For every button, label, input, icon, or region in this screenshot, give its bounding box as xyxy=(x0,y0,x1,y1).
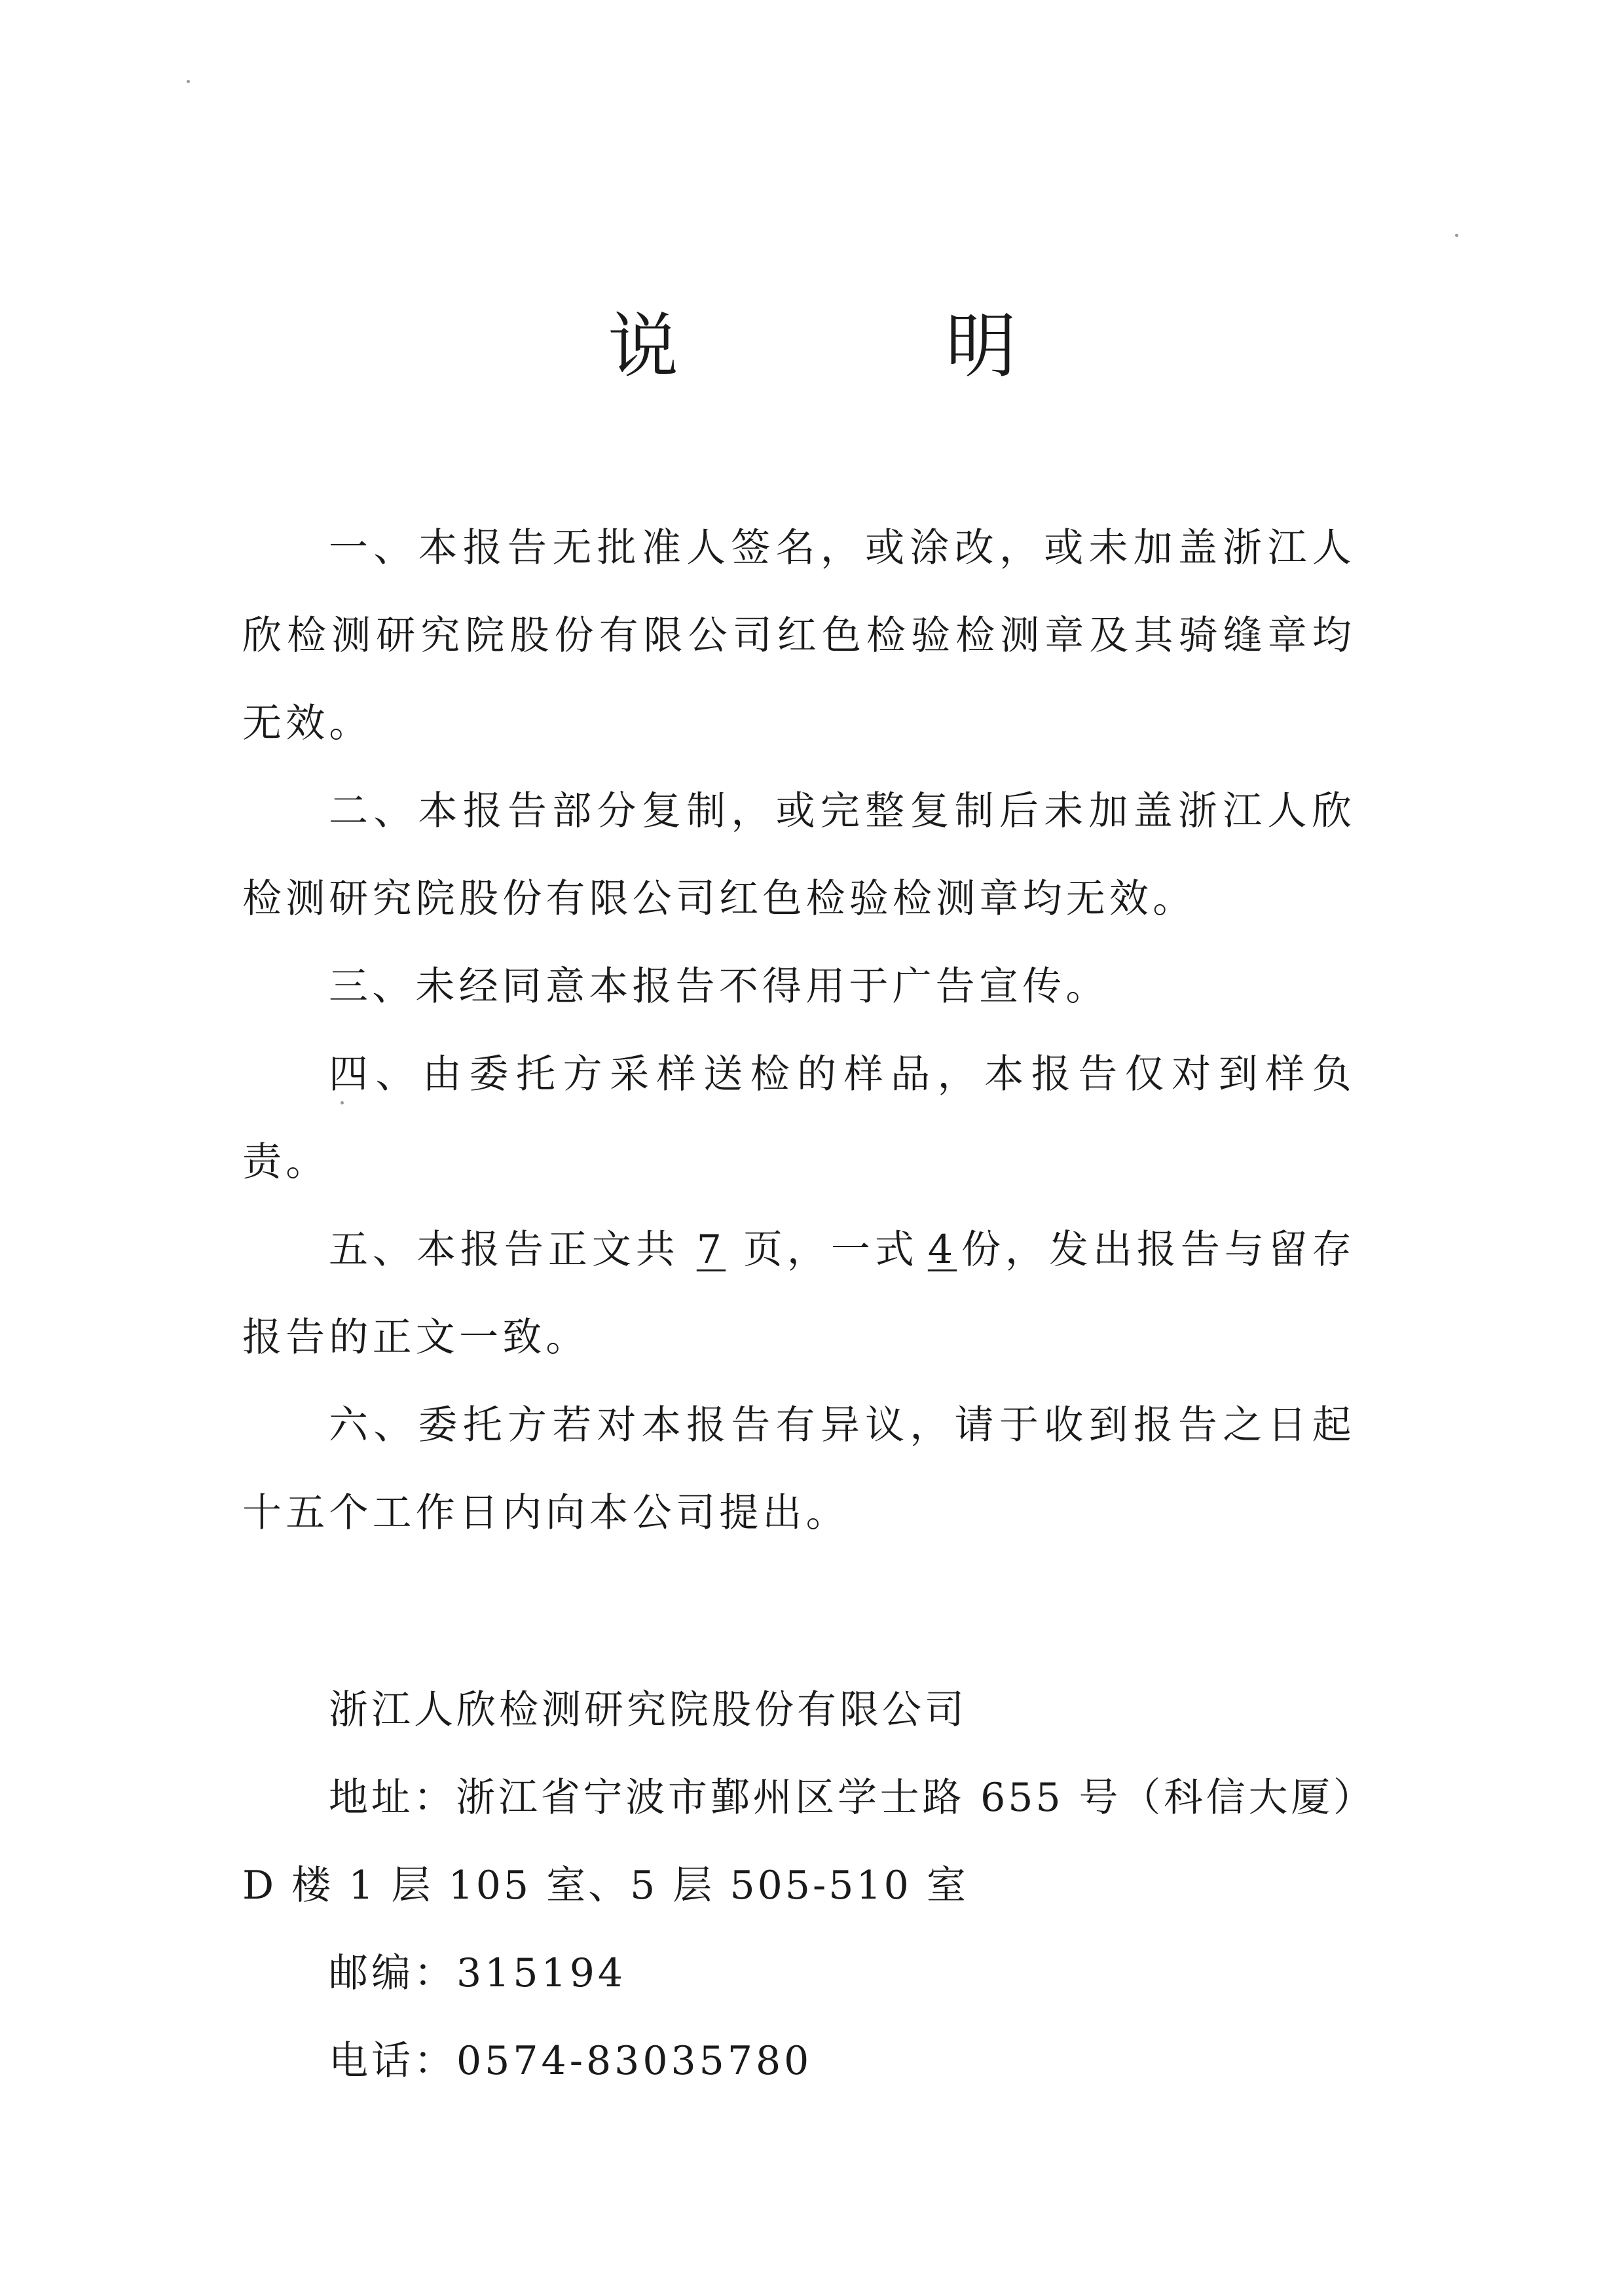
copy-count-value: 4 xyxy=(927,1227,957,1273)
clause-6: 六、委托方若对本报告有异议，请于收到报告之日起十五个工作日内向本公司提出。 xyxy=(242,1402,1356,1536)
clause-5-prefix: 五、本报告正文共 xyxy=(329,1227,680,1273)
clause-2: 二、本报告部分复制，或完整复制后未加盖浙江人欣检测研究院股份有限公司红色检验检测章均无效。 xyxy=(242,788,1356,922)
company-address: 地址：浙江省宁波市鄞州区学士路 655 号（科信大厦）D 楼 1 层 105 室、5 层 505-510 室 xyxy=(242,1775,1356,1908)
clause-5-suffix: 份，发出报告与留存报告的正文一致。 xyxy=(242,1227,1356,1360)
scan-speck xyxy=(341,1101,344,1104)
scan-speck xyxy=(1455,234,1458,237)
clause-5 xyxy=(242,1206,1356,1381)
company-phone: 电话：0574-83035780 xyxy=(329,2038,813,2084)
company-contact-block xyxy=(242,1666,1356,2105)
clause-3: 三、未经同意本报告不得用于广告宣传。 xyxy=(329,964,1109,1010)
page-title: 说 明 xyxy=(607,306,1115,388)
scan-speck xyxy=(187,80,190,83)
clause-5-mid: 页，一式 xyxy=(743,1227,919,1273)
clause-1: 一、本报告无批准人签名，或涂改，或未加盖浙江人欣检测研究院股份有限公司红色检验检测章及其骑缝章均无效。 xyxy=(242,525,1356,746)
clause-4: 四、由委托方采样送检的样品，本报告仅对到样负责。 xyxy=(242,1051,1356,1185)
page-count-value: 7 xyxy=(696,1227,726,1273)
company-name: 浙江人欣检测研究院股份有限公司 xyxy=(329,1687,967,1733)
clause-list xyxy=(242,504,1356,1557)
company-postcode: 邮编：315194 xyxy=(329,1950,627,1996)
